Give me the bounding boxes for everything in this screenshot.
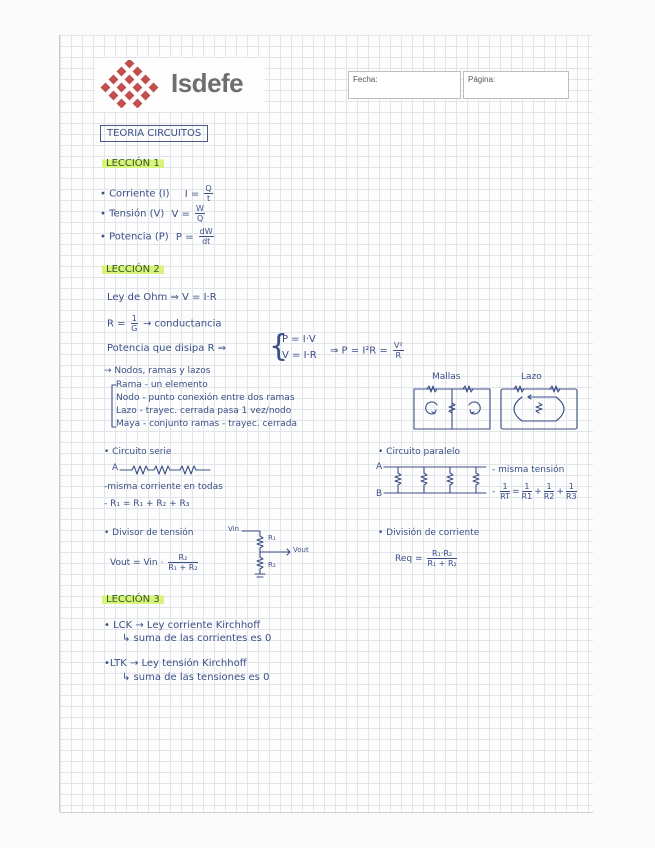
tension-label: • Tensión (V) <box>100 208 165 220</box>
paralelo-circuit <box>384 464 490 498</box>
paralelo-title: • Circuito paralelo <box>378 447 460 457</box>
conductancia-line <box>107 314 221 333</box>
conductancia-fraction: $\frac{1}{G}$ <box>131 314 138 333</box>
divisor-r2-label: R₂ <box>268 561 276 569</box>
divisor-tension-formula: Vout = Vin · $\frac{\text{R₂}}{\text{R₁ + R₂}}$ <box>110 553 198 572</box>
corriente-fraction: $\frac{Q}{t}$ <box>205 184 212 203</box>
corriente-lhs: I = <box>184 188 200 200</box>
serie-title: • Circuito serie <box>104 447 172 457</box>
ltk-line: •LTK → Ley tensión Kirchhoff <box>104 658 247 669</box>
divisor-vout-label: Vout <box>293 546 309 554</box>
tension-lhs: V = <box>171 208 190 220</box>
potencia-label: • Potencia (P) <box>100 231 169 243</box>
nodos-bracket <box>110 383 118 429</box>
serie-line1: -misma corriente en todas <box>104 482 223 492</box>
nodos-item-lazo: Lazo - trayec. cerrada pasa 1 vez/nodo <box>116 406 292 416</box>
serie-a-label: A <box>112 463 119 473</box>
potencia-eq1: P = I·V <box>282 334 316 345</box>
potencia-fraction: $\frac{dW}{dt}$ <box>199 227 213 246</box>
fecha-label: Fecha: <box>353 75 378 84</box>
paralelo-sum: - $\frac{1}{RT}$ = $\frac{1}{R1}$ + $\frac{1}{R2}$ + $\frac{1}{R3}$ <box>492 482 577 501</box>
potencia-disipa-label: Potencia que disipa R ⇒ <box>107 343 227 354</box>
lck-sub: ↳ suma de las corrientes es 0 <box>122 633 272 644</box>
divisor-corriente-formula: Req = $\frac{\text{R₁·R₂}}{\text{R₁ + R₂}}$ <box>395 549 457 568</box>
divisor-tension-title: • Divisor de tensión <box>104 528 194 538</box>
potencia-line <box>100 227 216 246</box>
conductancia-lhs: R = <box>107 318 126 330</box>
paralelo-a-label: A <box>376 462 383 472</box>
nodos-item-nodo: Nodo - punto conexión entre dos ramas <box>116 393 295 403</box>
logo-diamond-icon <box>100 60 160 108</box>
divisor-corriente-title: • División de corriente <box>378 528 480 538</box>
paralelo-term-r3: $\frac{1}{R3}$ <box>565 482 577 501</box>
divisor-vin-label: Vin <box>228 525 240 533</box>
mallas-diagram <box>413 385 493 433</box>
lazo-diagram <box>500 385 580 433</box>
paralelo-term-r2: $\frac{1}{R2}$ <box>543 482 555 501</box>
ltk-sub: ↳ suma de las tensiones es 0 <box>122 672 270 683</box>
logo-text: Isdefe <box>171 68 244 98</box>
corriente-line <box>100 184 215 203</box>
lazo-label: Lazo <box>521 372 542 382</box>
divisor-corriente-fraction: $\frac{\text{R₁·R₂}}{\text{R₁ + R₂}}$ <box>427 549 457 568</box>
divisor-r1-label: R₁ <box>268 534 276 542</box>
pagina-field[interactable] <box>463 71 569 99</box>
nodos-item-rama: Rama - un elemento <box>116 380 208 390</box>
lck-line: • LCK → Ley corriente Kirchhoff <box>104 620 261 631</box>
mallas-label: Mallas <box>432 372 461 382</box>
conductancia-rhs: → conductancia <box>142 318 222 330</box>
potencia-result-lhs: ⇒ P = I²R = <box>330 345 388 357</box>
potencia-eq2: V = I·R <box>282 350 317 361</box>
tension-line <box>100 204 207 223</box>
divisor-tension-fraction: $\frac{\text{R₂}}{\text{R₁ + R₂}}$ <box>168 553 198 572</box>
leccion1-heading: LECCIÓN 1 <box>102 158 164 169</box>
corriente-label: • Corriente (I) <box>100 188 170 200</box>
ley-ohm: Ley de Ohm ⇒ V = I·R <box>107 292 217 303</box>
potencia-result-fraction: $\frac{\text{V²}}{R}$ <box>393 341 403 360</box>
page-title: TEORIA CIRCUITOS <box>100 125 208 142</box>
brace-symbol: { <box>269 329 289 364</box>
paralelo-term-rt: $\frac{1}{RT}$ <box>500 482 510 501</box>
tension-fraction: $\frac{W}{Q}$ <box>196 204 204 223</box>
nodos-title: → Nodos, ramas y lazos <box>104 366 211 376</box>
potencia-result <box>330 341 406 360</box>
serie-resistors <box>120 463 215 477</box>
paralelo-term-r1: $\frac{1}{R1}$ <box>521 482 533 501</box>
serie-line2: - R₁ = R₁ + R₂ + R₃ <box>104 499 190 509</box>
divisor-tension-circuit <box>240 528 300 580</box>
potencia-lhs: P = <box>175 231 194 243</box>
paralelo-b-label: B <box>376 489 383 499</box>
leccion2-heading: LECCIÓN 2 <box>102 264 164 275</box>
isdefe-logo <box>95 58 265 112</box>
pagina-label: Página: <box>468 75 496 84</box>
leccion3-heading: LECCIÓN 3 <box>102 594 164 605</box>
paralelo-line1: - misma tensión <box>492 465 565 475</box>
fecha-field[interactable] <box>348 71 461 99</box>
nodos-item-maya: Maya - conjunto ramas - trayec. cerrada <box>116 419 297 429</box>
